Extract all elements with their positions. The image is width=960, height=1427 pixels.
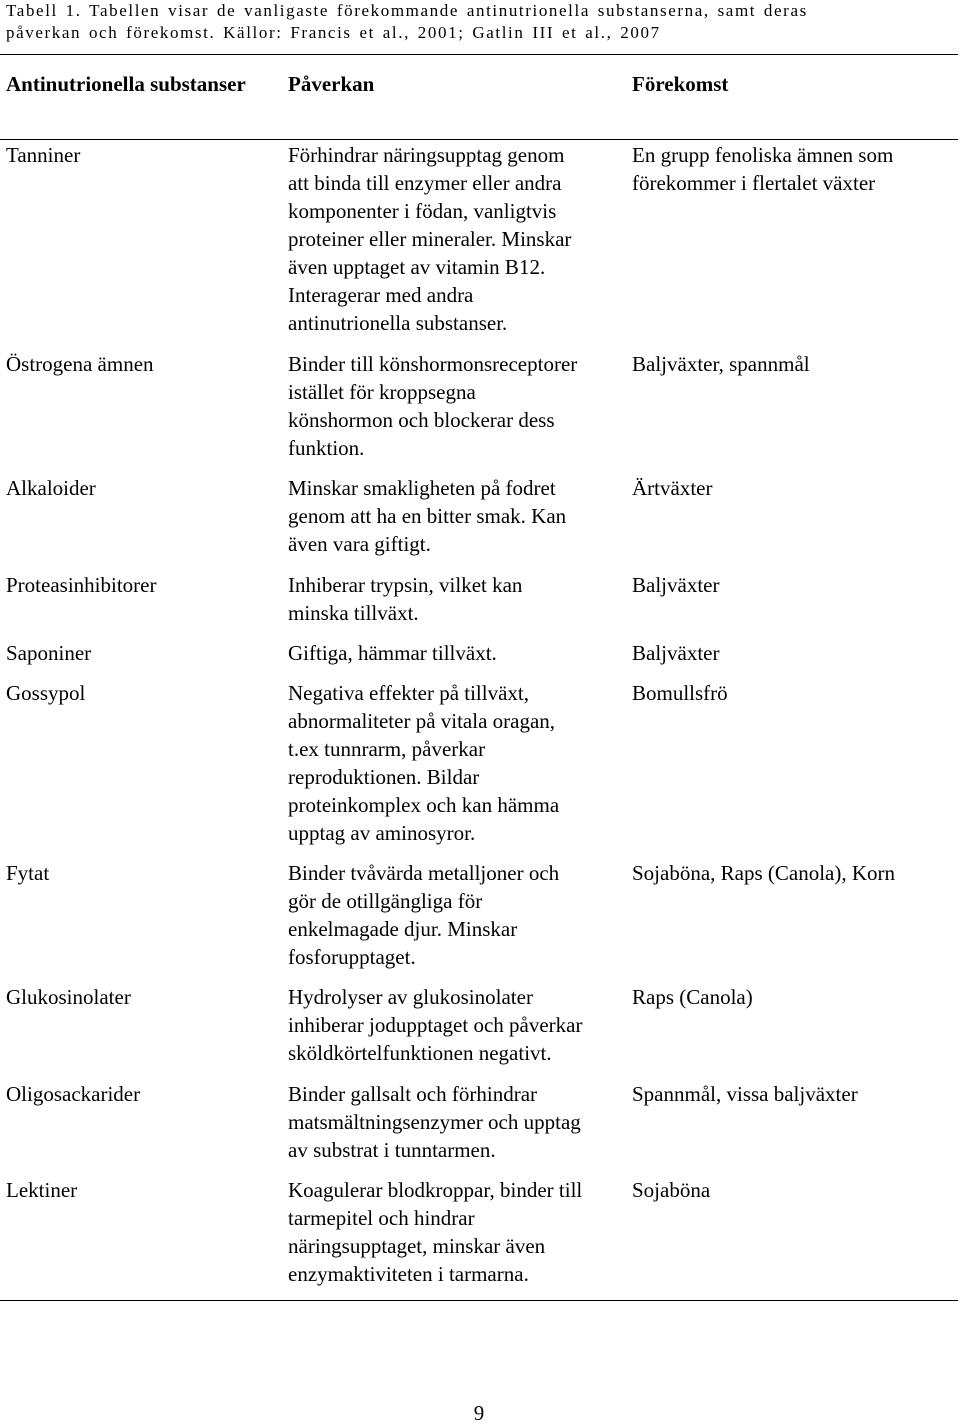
occurrence-line: förekommer i flertalet växter — [632, 171, 876, 195]
effect-line: t.ex tunnrarm, påverkar — [288, 737, 486, 761]
occurrence-cell — [632, 983, 958, 1011]
occurrence-line: Sojaböna, Raps (Canola), Korn — [632, 861, 896, 885]
effect-line: komponenter i födan, vanligtvis — [288, 199, 557, 223]
effect-line: abnormaliteter på vitala oragan, — [288, 709, 556, 733]
occurrence-cell — [632, 1176, 958, 1204]
occurrence-cell — [632, 639, 958, 667]
occurrence-line: Baljväxter, spannmål — [632, 352, 810, 376]
substance-cell: Östrogena ämnen — [6, 352, 154, 376]
occurrence-cell — [632, 859, 958, 887]
occurrence-line: Sojaböna — [632, 1178, 711, 1202]
effect-line: enzymaktiviteten i tarmarna. — [288, 1262, 529, 1286]
occurrence-line: Bomullsfrö — [632, 681, 728, 705]
effect-line: gör de otillgängliga för — [288, 889, 483, 913]
occurrence-cell — [632, 350, 958, 378]
substance-cell: Oligosackarider — [6, 1082, 141, 1106]
effect-line: även upptaget av vitamin B12. — [288, 255, 546, 279]
page-number: 9 — [473, 1401, 485, 1425]
effect-cell — [288, 571, 630, 627]
header-rule — [0, 139, 958, 140]
substance-cell: Gossypol — [6, 681, 86, 705]
effect-line: Negativa effekter på tillväxt, — [288, 681, 530, 705]
caption-line-1: Tabell 1. Tabellen visar de vanligaste förekommande antinutrionella substanserna, samt deras — [6, 1, 808, 20]
substance-cell: Saponiner — [6, 641, 92, 665]
effect-line: proteinkomplex och kan hämma — [288, 793, 560, 817]
effect-line: av substrat i tunntarmen. — [288, 1138, 496, 1162]
effect-line: upptag av aminosyror. — [288, 821, 476, 845]
effect-line: Binder gallsalt och förhindrar — [288, 1082, 538, 1106]
occurrence-line: En grupp fenoliska ämnen som — [632, 143, 894, 167]
effect-cell — [288, 350, 630, 462]
occurrence-cell — [632, 571, 958, 599]
effect-line: att binda till enzymer eller andra — [288, 171, 562, 195]
effect-line: proteiner eller mineraler. Minskar — [288, 227, 572, 251]
substance-cell: Lektiner — [6, 1178, 78, 1202]
effect-cell — [288, 474, 630, 558]
occurrence-cell — [632, 474, 958, 502]
effect-line: antinutrionella substanser. — [288, 311, 508, 335]
substance-cell: Glukosinolater — [6, 985, 131, 1009]
top-rule — [0, 54, 958, 55]
effect-cell — [288, 141, 630, 337]
effect-line: näringsupptaget, minskar även — [288, 1234, 546, 1258]
table-caption — [6, 0, 946, 44]
effect-line: istället för kroppsegna — [288, 380, 476, 404]
substance-cell: Tanniner — [6, 143, 81, 167]
effect-line: Giftiga, hämmar tillväxt. — [288, 641, 497, 665]
occurrence-line: Baljväxter — [632, 573, 720, 597]
substance-cell: Proteasinhibitorer — [6, 573, 157, 597]
effect-line: könshormon och blockerar dess — [288, 408, 555, 432]
effect-line: även vara giftigt. — [288, 532, 431, 556]
effect-line: enkelmagade djur. Minskar — [288, 917, 518, 941]
effect-line: funktion. — [288, 436, 365, 460]
occurrence-line: Spannmål, vissa baljväxter — [632, 1082, 858, 1106]
effect-line: tarmepitel och hindrar — [288, 1206, 475, 1230]
effect-cell — [288, 679, 630, 847]
header-effect: Påverkan — [288, 72, 375, 96]
effect-line: Inhiberar trypsin, vilket kan — [288, 573, 523, 597]
effect-cell — [288, 983, 630, 1067]
occurrence-cell — [632, 141, 958, 197]
substance-cell: Alkaloider — [6, 476, 96, 500]
effect-line: Förhindrar näringsupptag genom — [288, 143, 565, 167]
effect-line: reproduktionen. Bildar — [288, 765, 480, 789]
effect-line: fosforupptaget. — [288, 945, 416, 969]
effect-cell — [288, 1176, 630, 1288]
effect-line: Koagulerar blodkroppar, binder till — [288, 1178, 583, 1202]
effect-line: Minskar smakligheten på fodret — [288, 476, 556, 500]
effect-line: Binder tvåvärda metalljoner och — [288, 861, 560, 885]
occurrence-line: Raps (Canola) — [632, 985, 753, 1009]
header-occurrence: Förekomst — [632, 72, 729, 96]
occurrence-cell — [632, 1080, 958, 1108]
effect-cell — [288, 1080, 630, 1164]
header-substance: Antinutrionella substanser — [6, 72, 246, 96]
effect-line: minska tillväxt. — [288, 601, 419, 625]
effect-line: matsmältningsenzymer och upptag — [288, 1110, 581, 1134]
bottom-rule — [0, 1300, 958, 1301]
substance-cell: Fytat — [6, 861, 50, 885]
effect-line: Binder till könshormonsreceptorer — [288, 352, 578, 376]
occurrence-line: Baljväxter — [632, 641, 720, 665]
effect-line: sköldkörtelfunktionen negativt. — [288, 1041, 552, 1065]
effect-line: Hydrolyser av glukosinolater — [288, 985, 533, 1009]
caption-line-2: påverkan och förekomst. Källor: Francis et al., 2001; Gatlin III et al., 2007 — [6, 23, 661, 42]
occurrence-cell — [632, 679, 958, 707]
effect-cell — [288, 639, 630, 667]
occurrence-line: Ärtväxter — [632, 476, 713, 500]
effect-line: inhiberar jodupptaget och påverkar — [288, 1013, 583, 1037]
effect-cell — [288, 859, 630, 971]
effect-line: genom att ha en bitter smak. Kan — [288, 504, 567, 528]
effect-line: Interagerar med andra — [288, 283, 474, 307]
